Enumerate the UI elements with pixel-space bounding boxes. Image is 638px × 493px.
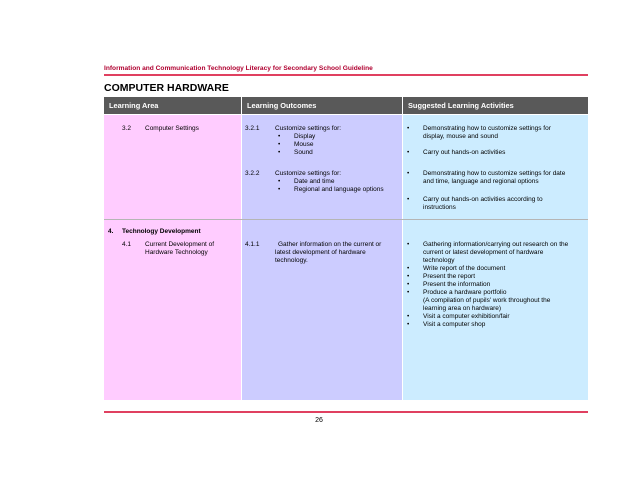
section-number: 4. — [108, 228, 114, 235]
bullet-icon: • — [278, 141, 281, 148]
bullet-icon: • — [407, 281, 410, 288]
activity-text: Gathering information/carrying out research on the — [423, 241, 569, 248]
bullet-icon: • — [407, 265, 410, 272]
activity-text: technology — [423, 257, 455, 264]
activity-text: Write report of the document — [423, 265, 506, 272]
activity-text: current or latest development of hardware — [423, 249, 544, 256]
page-number: 26 — [315, 417, 323, 424]
footer-divider — [104, 411, 588, 413]
bullet-icon: • — [407, 196, 410, 203]
bullet-icon: • — [407, 170, 410, 177]
outcome-number: 3.2.1 — [245, 125, 260, 132]
activity-text: display, mouse and sound — [423, 133, 499, 140]
learning-area-text: Computer Settings — [145, 125, 199, 132]
bullet-icon: • — [407, 241, 410, 248]
activity-text: Visit a computer exhibition/fair — [423, 313, 510, 320]
item-number: 3.2 — [122, 125, 132, 132]
learning-area-column — [104, 115, 241, 400]
bullet-icon: • — [407, 149, 410, 156]
activity-text: Demonstrating how to customize settings for — [423, 125, 551, 132]
document-header: Information and Communication Technology Literacy for Secondary School Guideline — [104, 65, 373, 72]
outcome-list-item: Mouse — [294, 141, 314, 148]
column-header-learning-area: Learning Area — [104, 97, 241, 114]
bullet-icon: • — [278, 178, 281, 185]
outcome-text: latest development of hardware — [275, 249, 366, 256]
activity-text: and time, language and regional options — [423, 178, 539, 185]
outcome-text: Customize settings for: — [275, 125, 342, 132]
activity-text: Present the information — [423, 281, 491, 288]
activity-text: Carry out hands-on activities — [423, 149, 506, 156]
item-number: 4.1 — [122, 241, 132, 248]
activity-text: Carry out hands-on activities according to — [423, 196, 543, 203]
bullet-icon: • — [278, 133, 281, 140]
learning-area-text: Current Development of — [145, 241, 215, 248]
activity-text: Present the report — [423, 273, 476, 280]
outcome-number: 3.2.2 — [245, 170, 260, 177]
bullet-icon: • — [278, 149, 281, 156]
column-header-suggested-activities: Suggested Learning Activities — [403, 97, 588, 114]
outcome-text: Customize settings for: — [275, 170, 342, 177]
activity-text: learning area on hardware) — [423, 305, 502, 312]
bullet-icon: • — [278, 186, 281, 193]
activity-text: Demonstrating how to customize settings for date — [423, 170, 566, 177]
outcome-list-item: Display — [294, 133, 316, 140]
section-title: Technology Development — [122, 228, 201, 235]
bullet-icon: • — [407, 289, 410, 296]
outcome-list-item: Date and time — [294, 178, 335, 185]
learning-outcomes-column — [242, 115, 402, 400]
bullet-icon: • — [407, 125, 410, 132]
bullet-icon: • — [407, 273, 410, 280]
activity-text: Produce a hardware portfolio — [423, 289, 507, 296]
activity-text: Visit a computer shop — [423, 321, 486, 328]
outcome-number: 4.1.1 — [245, 241, 260, 248]
bullet-icon: • — [407, 321, 410, 328]
outcome-text: Gather information on the current or — [278, 241, 382, 248]
page-title: COMPUTER HARDWARE — [104, 82, 229, 94]
activity-text: (A compilation of pupils' work throughout the — [423, 297, 551, 304]
row-divider — [104, 219, 588, 220]
outcome-list-item: Sound — [294, 149, 313, 156]
activity-text: instructions — [423, 204, 456, 211]
bullet-icon: • — [407, 313, 410, 320]
outcome-list-item: Regional and language options — [294, 186, 384, 193]
learning-area-text: Hardware Technology — [145, 249, 208, 256]
header-divider — [104, 74, 588, 76]
column-header-learning-outcomes: Learning Outcomes — [242, 97, 402, 114]
outcome-text: technology. — [275, 257, 308, 264]
